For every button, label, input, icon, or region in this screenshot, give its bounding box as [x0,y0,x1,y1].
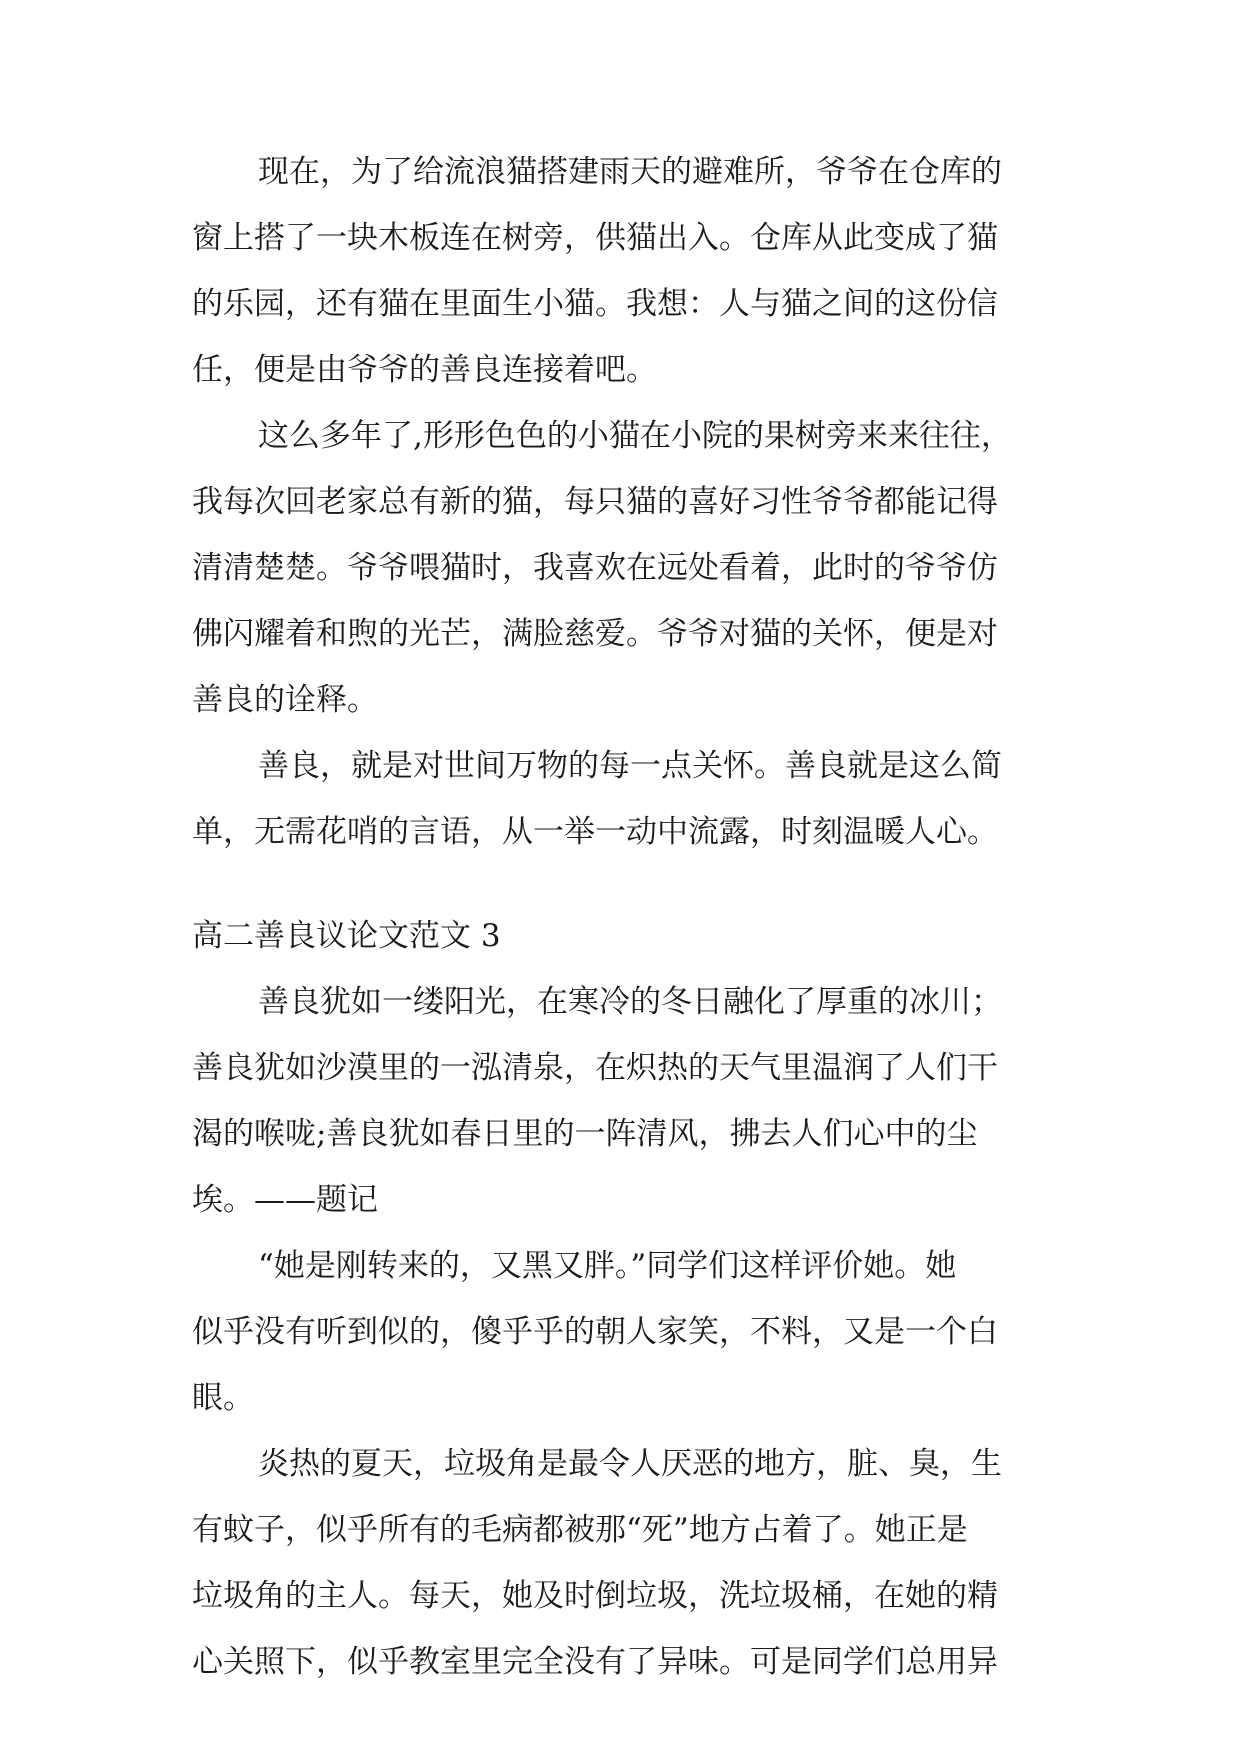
section-title: 高二善良议论文范文 3 [192,918,501,954]
section-paragraph-3-line-4: 心关照下，似乎教室里完全没有了异味。可是同学们总用异 [192,1644,998,1680]
paragraph-3-line-1: 善良，就是对世间万物的每一点关怀。善良就是这么简 [258,748,1002,784]
paragraph-2-line-3: 清清楚楚。爷爷喂猫时，我喜欢在远处看着，此时的爷爷仿 [192,550,998,586]
paragraph-1-line-4: 任，便是由爷爷的善良连接着吧。 [192,352,657,388]
section-paragraph-3-line-1: 炎热的夏天，垃圾角是最令人厌恶的地方，脏、臭，生 [258,1446,1002,1482]
paragraph-2-line-4: 佛闪耀着和煦的光芒，满脸慈爱。爷爷对猫的关怀，便是对 [192,616,998,652]
section-paragraph-2-line-3: 眼。 [192,1380,254,1416]
section-paragraph-1-line-4: 埃。——题记 [192,1182,378,1218]
section-paragraph-3-line-2: 有蚊子，似乎所有的毛病都被那“死”地方占着了。她正是 [192,1512,968,1548]
paragraph-1-line-1: 现在，为了给流浪猫搭建雨天的避难所，爷爷在仓库的 [258,154,1002,190]
section-paragraph-2-line-2: 似乎没有听到似的，傻乎乎的朝人家笑，不料，又是一个白 [192,1314,998,1350]
section-paragraph-1-line-2: 善良犹如沙漠里的一泓清泉，在炽热的天气里温润了人们干 [192,1050,998,1086]
section-paragraph-2-line-1: “她是刚转来的，又黑又胖。”同学们这样评价她。她 [258,1248,957,1284]
paragraph-2-line-2: 我每次回老家总有新的猫，每只猫的喜好习性爷爷都能记得 [192,484,998,520]
section-paragraph-3-line-3: 垃圾角的主人。每天，她及时倒垃圾，洗垃圾桶，在她的精 [192,1578,998,1614]
paragraph-3-line-2: 单，无需花哨的言语，从一举一动中流露，时刻温暖人心。 [192,814,998,850]
paragraph-2-line-1: 这么多年了,形形色色的小猫在小院的果树旁来来往往， [258,418,1012,454]
section-paragraph-1-line-1: 善良犹如一缕阳光，在寒冷的冬日融化了厚重的冰川； [258,984,1002,1020]
paragraph-1-line-3: 的乐园，还有猫在里面生小猫。我想：人与猫之间的这份信 [192,286,998,322]
paragraph-2-line-5: 善良的诠释。 [192,682,378,718]
section-paragraph-1-line-3: 渴的喉咙;善良犹如春日里的一阵清风，拂去人们心中的尘 [192,1116,978,1152]
paragraph-1-line-2: 窗上搭了一块木板连在树旁，供猫出入。仓库从此变成了猫 [192,220,998,256]
